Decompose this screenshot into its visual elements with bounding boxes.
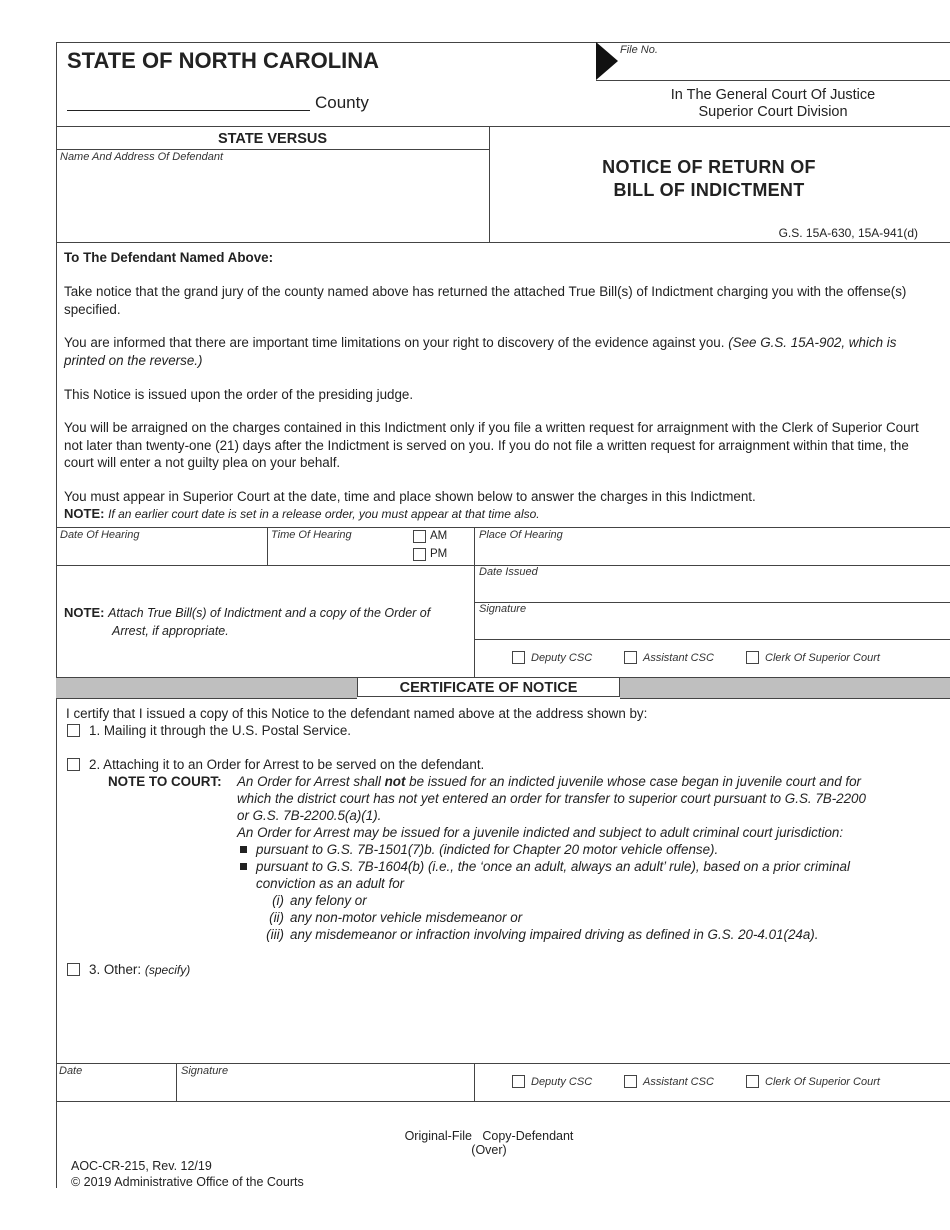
note-to-court-line-1 xyxy=(237,773,861,791)
cert-signature-field[interactable] xyxy=(181,1079,469,1099)
sub-iii-number: (iii) xyxy=(266,927,284,942)
cert-deputy-csc-label: Deputy CSC xyxy=(531,1076,593,1088)
clerk-superior-court-label: Clerk Of Superior Court xyxy=(765,652,880,664)
release-note-text: If an earlier court date is set in a release order, you must appear at that time also. xyxy=(108,507,540,521)
sub-i-number: (i) xyxy=(272,893,284,908)
am-label: AM xyxy=(430,530,448,542)
top-border xyxy=(56,42,596,43)
am-checkbox[interactable] xyxy=(413,530,426,543)
header-bottom-rule xyxy=(56,126,950,127)
clerk-superior-court-checkbox[interactable] xyxy=(746,651,759,664)
paragraph-4: You will be arraigned on the charges contained in this Indictment only if you file a written request for arraignment with the Clerk of Superior Court not later than twenty-one (21) days after the Indictment is served on you. If you do not file a written request for arraignment within that time, the court will enter a not guilty plea on your behalf. xyxy=(64,420,919,470)
attach-note xyxy=(64,604,430,622)
bullet-2-line-2: conviction as an adult for xyxy=(256,876,405,891)
cert-date-field[interactable] xyxy=(59,1079,171,1099)
notice-title-line-2: BILL OF INDICTMENT xyxy=(613,180,805,200)
time-of-hearing-field[interactable] xyxy=(271,543,401,563)
sub-iii-text: any misdemeanor or infraction involving impaired driving as defined in G.S. 20-4.01(24a). xyxy=(290,927,819,942)
pm-label: PM xyxy=(430,548,448,560)
option-1-checkbox[interactable] xyxy=(67,724,80,737)
attach-note-line-2: Arrest, if appropriate. xyxy=(112,624,229,638)
notice-title-line-1: NOTICE OF RETURN OF xyxy=(602,157,816,177)
cert-assistant-csc-checkbox[interactable] xyxy=(624,1075,637,1088)
assistant-csc-label: Assistant CSC xyxy=(643,652,714,664)
sub-ii-text: any non-motor vehicle misdemeanor or xyxy=(290,910,523,925)
paragraph-5: You must appear in Superior Court at the date, time and place shown below to answer the charges in this Indictment. xyxy=(64,489,756,504)
bullet-1-text: pursuant to G.S. 7B-1501(7)b. (indicted for Chapter 20 motor vehicle offense). xyxy=(256,842,719,857)
option-3-label xyxy=(89,961,190,980)
assistant-csc-checkbox[interactable] xyxy=(624,651,637,664)
certificate-title: CERTIFICATE OF NOTICE xyxy=(357,677,620,697)
county-field[interactable] xyxy=(67,110,310,111)
other-specify-field[interactable] xyxy=(200,960,940,1055)
time-of-hearing-label: Time Of Hearing xyxy=(271,529,352,541)
date-issued-label: Date Issued xyxy=(479,566,538,578)
form-number: AOC-CR-215, Rev. 12/19 xyxy=(71,1159,212,1173)
cert-deputy-csc-checkbox[interactable] xyxy=(512,1075,525,1088)
release-note-label: NOTE: xyxy=(64,506,105,521)
date-issued-field[interactable] xyxy=(479,580,939,600)
sub-i-text: any felony or xyxy=(290,893,367,908)
bullet-2-icon xyxy=(240,863,247,870)
date-of-hearing-label: Date Of Hearing xyxy=(60,529,140,541)
cert-signature-label: Signature xyxy=(181,1065,229,1077)
ntc-line-1a: An Order for Arrest shall xyxy=(237,774,385,789)
court-line-1: In The General Court Of Justice xyxy=(670,87,876,103)
court-line-2: Superior Court Division xyxy=(698,104,848,120)
option-2-checkbox[interactable] xyxy=(67,758,80,771)
cert-sign-top-rule xyxy=(56,1063,950,1064)
cert-sign-divider-2 xyxy=(474,1063,475,1101)
salutation: To The Defendant Named Above: xyxy=(64,250,274,265)
file-no-bottom-rule xyxy=(596,80,950,81)
paragraph-2-reference: (See G.S. 15A-902, which is printed on the reverse.) xyxy=(64,335,897,368)
state-title: STATE OF NORTH CAROLINA xyxy=(67,48,380,73)
paragraph-2 xyxy=(64,334,920,369)
option-2-label: 2. Attaching it to an Order for Arrest to be served on the defendant. xyxy=(89,757,485,772)
hearing-top-rule xyxy=(56,527,950,528)
bullet-1-icon xyxy=(240,846,247,853)
option-3-specify: (specify) xyxy=(144,963,191,977)
bullet-2-line-1: pursuant to G.S. 7B-1604(b) (i.e., the ‘once an adult, always an adult’ rule), based on a prior criminal xyxy=(256,859,850,874)
over-label: (Over) xyxy=(471,1143,507,1157)
copyright: © 2019 Administrative Office of the Courts xyxy=(71,1175,304,1189)
note-to-court-line-3: or G.S. 7B-2200.5(a)(1). xyxy=(237,808,382,823)
signature-rule xyxy=(474,639,950,640)
defendant-label: Name And Address Of Defendant xyxy=(60,151,224,163)
release-note xyxy=(64,505,540,524)
signature-field[interactable] xyxy=(479,617,939,637)
paragraph-3: This Notice is issued upon the order of the presiding judge. xyxy=(64,387,414,402)
signature-label: Signature xyxy=(479,603,527,615)
certificate-bar-right xyxy=(620,677,950,699)
option-3-text: 3. Other: xyxy=(89,962,142,977)
date-of-hearing-field[interactable] xyxy=(60,543,260,563)
statute-reference: G.S. 15A-630, 15A-941(d) xyxy=(778,226,918,240)
note-to-court-line-2: which the district court has not yet entered an order for transfer to superior court pursuant to G.S. 7B-2200 xyxy=(237,791,866,806)
ntc-line-1b: not xyxy=(384,774,406,789)
cert-clerk-superior-court-checkbox[interactable] xyxy=(746,1075,759,1088)
paragraph-1: Take notice that the grand jury of the county named above has returned the attached True Bill(s) of Indictment charging you with the offense(s) specified. xyxy=(64,284,907,317)
county-label: County xyxy=(315,93,369,112)
case-bottom-rule xyxy=(56,242,950,243)
option-3-checkbox[interactable] xyxy=(67,963,80,976)
defendant-field[interactable] xyxy=(60,166,485,238)
sub-ii-number: (ii) xyxy=(269,910,284,925)
cert-assistant-csc-label: Assistant CSC xyxy=(643,1076,714,1088)
note-to-court-line-4: An Order for Arrest may be issued for a juvenile indicted and subject to adult criminal court jurisdiction: xyxy=(237,825,844,840)
file-no-field[interactable] xyxy=(620,58,940,78)
deputy-csc-label: Deputy CSC xyxy=(531,652,593,664)
attach-note-label: NOTE: xyxy=(64,605,105,620)
state-versus: STATE VERSUS xyxy=(217,131,328,147)
ntc-line-1c: be issued for an indicted juvenile whose case began in juvenile court and for xyxy=(405,774,861,789)
certificate-intro: I certify that I issued a copy of this Notice to the defendant named above at the address shown by: xyxy=(66,706,648,721)
state-versus-rule xyxy=(56,149,489,150)
left-border xyxy=(56,42,57,1188)
option-1-label: 1. Mailing it through the U.S. Postal Service. xyxy=(89,723,351,738)
cert-date-label: Date xyxy=(59,1065,83,1077)
cert-sign-divider-1 xyxy=(176,1063,177,1101)
distribution-line: Original-File Copy-Defendant xyxy=(404,1129,574,1143)
pm-checkbox[interactable] xyxy=(413,548,426,561)
place-of-hearing-field[interactable] xyxy=(479,543,939,563)
file-no-top-rule xyxy=(596,42,950,43)
attach-note-line-1: Attach True Bill(s) of Indictment and a copy of the Order of xyxy=(108,606,431,620)
deputy-csc-checkbox[interactable] xyxy=(512,651,525,664)
file-no-label: File No. xyxy=(620,44,658,56)
note-to-court-label: NOTE TO COURT: xyxy=(108,774,222,789)
hearing-divider-1 xyxy=(267,527,268,565)
cert-sign-bottom-rule xyxy=(56,1101,950,1102)
date-issued-rule xyxy=(474,602,950,603)
file-no-arrow-icon xyxy=(596,42,618,80)
certificate-bar-left xyxy=(56,677,357,699)
paragraph-2-text: You are informed that there are important time limitations on your right to discovery of the evidence against you. xyxy=(64,335,725,350)
cert-clerk-superior-court-label: Clerk Of Superior Court xyxy=(765,1076,880,1088)
place-of-hearing-label: Place Of Hearing xyxy=(479,529,563,541)
